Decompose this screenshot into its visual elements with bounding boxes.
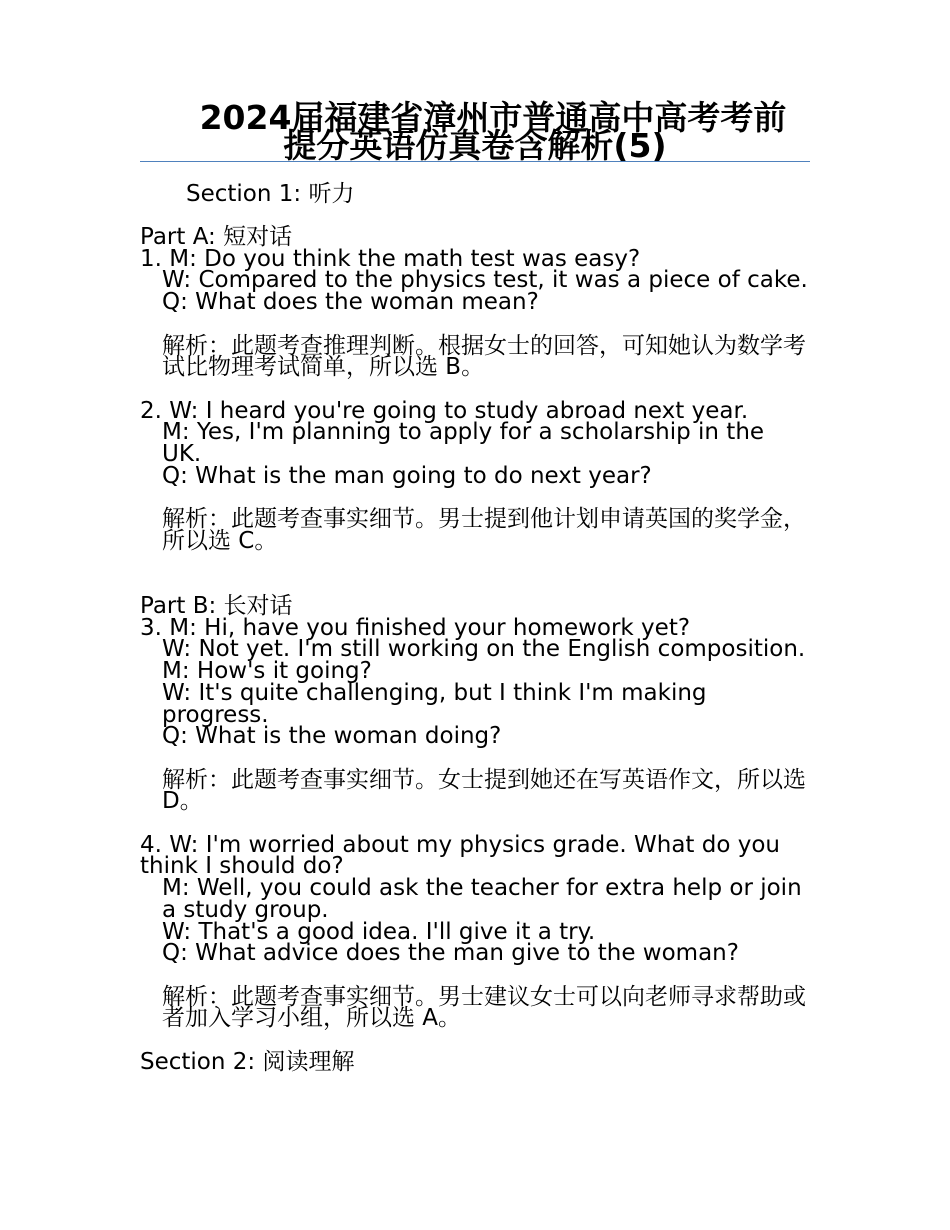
q2-line-2: M: Yes, I'm planning to apply for a scholarship in the UK.	[162, 419, 765, 467]
q2-question: Q: What is the man going to do next year?	[162, 462, 652, 489]
q3-line-3: M: How's it going?	[162, 658, 372, 685]
q2-analysis: 解析：此题考查事实细节。男士提到他计划申请英国的奖学金，所以选 C。	[162, 506, 806, 554]
q4-line-2: M: Well, you could ask the teacher for extra help or join a study group.	[162, 875, 802, 923]
q4-line-1: 4. W: I'm worried about my physics grade. What do you think I should do?	[140, 831, 780, 880]
title-line-1: 2024届福建省漳州市普通高中高考考前	[199, 98, 787, 137]
title-underline-divider	[140, 161, 810, 162]
document-title	[140, 98, 810, 165]
q3-line-2: W: Not yet. I'm still working on the English composition.	[162, 636, 806, 663]
q1-question: Q: What does the woman mean?	[162, 289, 539, 316]
q4-analysis: 解析：此题考查事实细节。男士建议女士可以向老师寻求帮助或者加入学习小组，所以选 A。	[162, 983, 806, 1032]
section-2-heading: Section 2: 阅读理解	[140, 1048, 355, 1075]
q1-line-2: W: Compared to the physics test, it was a piece of cake.	[162, 267, 808, 294]
q3-line-4: W: It's quite challenging, but I think I'm making progress.	[162, 679, 707, 728]
part-a-block	[140, 224, 810, 554]
q2-line-1: 2. W: I heard you're going to study abroad next year.	[140, 397, 749, 424]
q1-line-1: 1. M: Do you think the math test was easy?	[140, 245, 641, 272]
q3-line-1: 3. M: Hi, have you finished your homework yet?	[140, 614, 691, 641]
q1-analysis: 解析：此题考查推理判断。根据女士的回答，可知她认为数学考试比物理考试简单，所以选 B。	[162, 332, 806, 381]
q4-question: Q: What advice does the man give to the woman?	[162, 940, 739, 967]
q3-question: Q: What is the woman doing?	[162, 723, 502, 750]
q4-line-3: W: That's a good idea. I'll give it a try.	[162, 918, 596, 945]
part-b-heading: Part B: 长对话	[140, 593, 293, 619]
part-a-heading: Part A: 短对话	[140, 224, 293, 250]
q3-analysis: 解析：此题考查事实细节。女士提到她还在写英语作文，所以选 D。	[162, 766, 806, 815]
part-b-block	[140, 593, 810, 1075]
title-line-2: 提分英语仿真卷含解析(5)	[283, 126, 667, 165]
section-1-heading: Section 1: 听力	[186, 181, 355, 207]
